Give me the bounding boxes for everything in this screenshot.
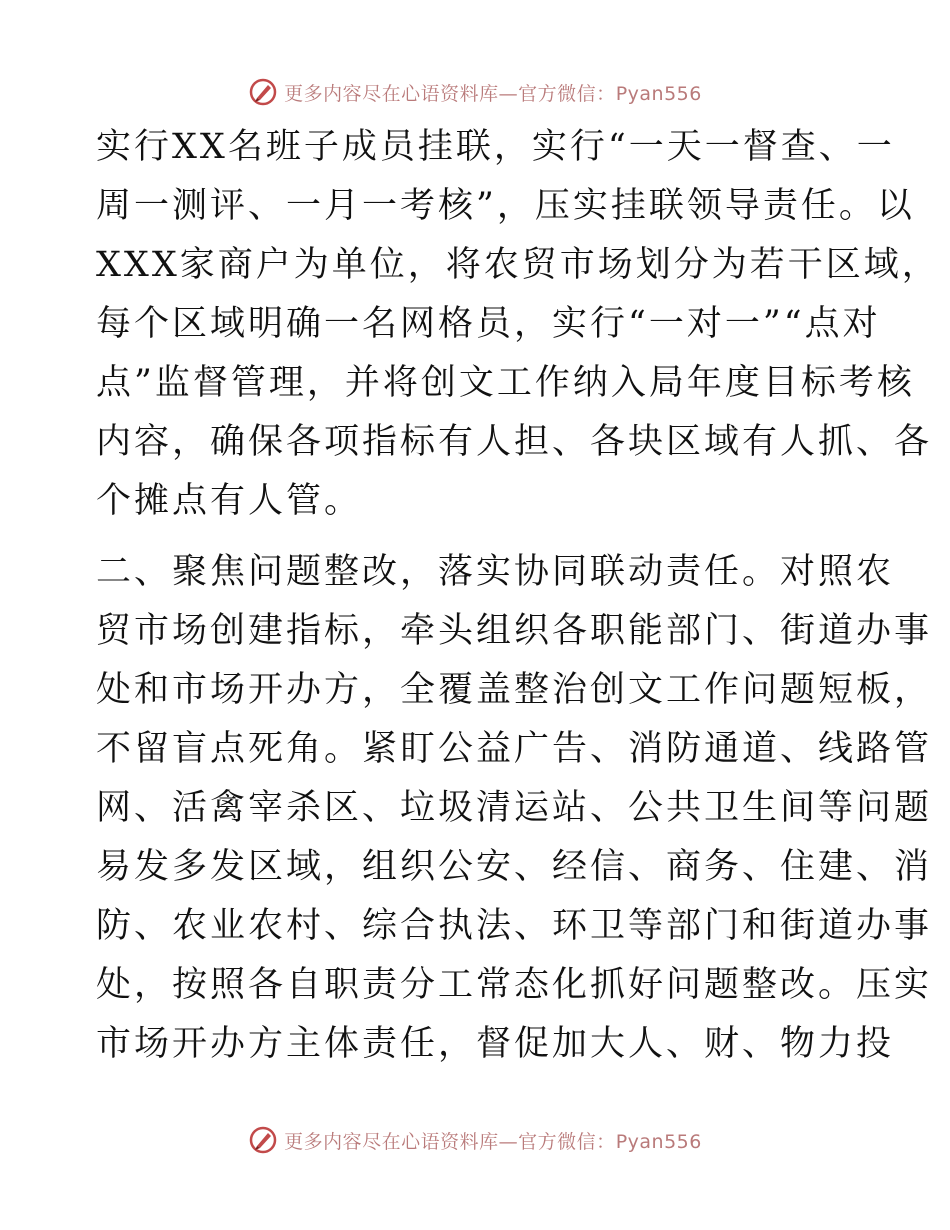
text-line: 贸市场创建指标，牵头组织各职能部门、街道办事 [96,611,933,651]
paragraph-2 [96,543,933,1133]
paragraph-gap [96,531,852,543]
watermark-wechat-label: 官方微信： [518,82,616,105]
text-line: 个摊点有人管。 [96,481,363,521]
text-line: 防、农业农村、综合执法、环卫等部门和街道办事 [96,906,933,946]
paragraph-1 [96,118,940,531]
text-line: 易发多发区域，组织公安、经信、商务、住建、消 [96,847,933,887]
text-line: 实行XX名班子成员挂联，实行“一天一督查、一 [96,127,895,167]
watermark-dash: — [498,82,519,105]
text-line: 处和市场开办方，全覆盖整治创文工作问题短板， [96,670,933,710]
text-line: 处，按照各自职责分工常态化抓好问题整改。压实 [96,965,933,1005]
text-line: 不留盲点死角。紧盯公益广告、消防通道、线路管 [96,729,933,769]
text-line: 市场开办方主体责任，督促加大人、财、物力投 [96,1024,895,1064]
watermark-wechat-label: 官方微信： [518,1130,616,1153]
text-line: 周一测评、一月一考核”，压实挂联领导责任。以 [96,186,915,226]
pen-logo-icon [248,77,278,107]
watermark-dash: — [498,1130,519,1153]
watermark-wechat-id: Pyan556 [615,82,702,105]
watermark-title: 更多内容尽在心语资料库 [284,82,499,105]
header-watermark [0,72,950,112]
pen-logo-icon [248,1125,278,1155]
watermark-title: 更多内容尽在心语资料库 [284,1130,499,1153]
text-line: XXX家商户为单位，将农贸市场划分为若干区域， [96,245,940,285]
text-line: 点”监督管理，并将创文工作纳入局年度目标考核 [96,363,915,403]
text-line: 每个区域明确一名网格员，实行“一对一”“点对 [96,304,881,344]
text-line: 内容，确保各项指标有人担、各块区域有人抓、各 [96,422,933,462]
text-line: 网、活禽宰杀区、垃圾清运站、公共卫生间等问题 [96,788,933,828]
document-body [96,118,940,1133]
section-heading-line: 二、聚焦问题整改，落实协同联动责任。对照农 [96,552,895,592]
watermark-wechat-id: Pyan556 [615,1130,702,1153]
footer-watermark [0,1120,950,1160]
